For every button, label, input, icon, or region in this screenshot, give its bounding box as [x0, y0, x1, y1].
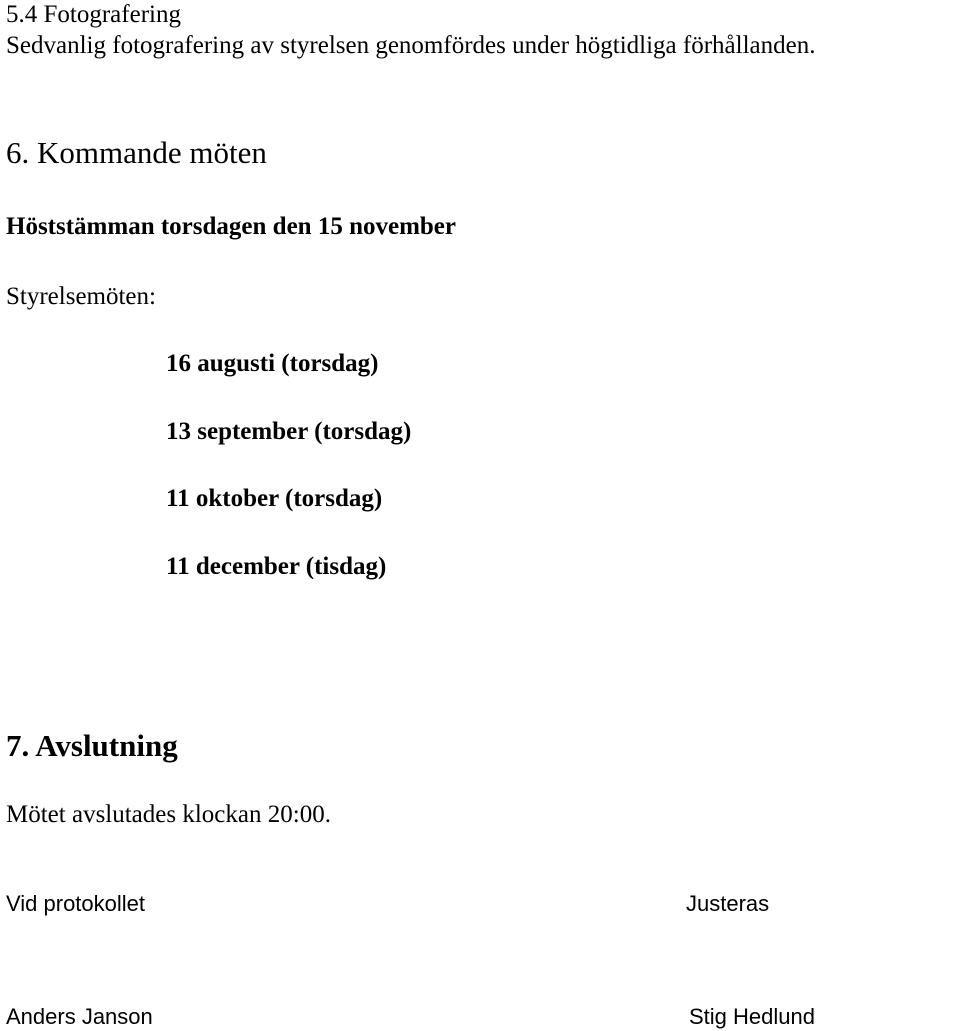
- signature-name-adjuster: Stig Hedlund: [689, 1004, 815, 1029]
- section-5-4-heading: 5.4 Fotografering: [6, 1, 181, 28]
- board-meeting-item: 11 december (tisdag): [166, 553, 387, 580]
- board-meeting-item: 13 september (torsdag): [166, 418, 412, 445]
- signature-label-adjusted: Justeras: [686, 891, 770, 916]
- board-meetings-label: Styrelsemöten:: [6, 283, 156, 310]
- section-7-heading: 7. Avslutning: [6, 728, 178, 763]
- closing-text: Mötet avslutades klockan 20:00.: [6, 801, 331, 828]
- section-6-heading: 6. Kommande möten: [6, 135, 267, 170]
- signature-name-secretary: Anders Janson: [6, 1004, 153, 1029]
- board-meeting-item: 16 augusti (torsdag): [166, 350, 379, 377]
- section-5-4-text: Sedvanlig fotografering av styrelsen genomfördes under högtidliga förhållanden.: [6, 32, 816, 59]
- annual-meeting-line: Höststämman torsdagen den 15 november: [6, 213, 456, 240]
- board-meeting-item: 11 oktober (torsdag): [166, 485, 383, 512]
- signature-label-minutes: Vid protokollet: [6, 891, 146, 916]
